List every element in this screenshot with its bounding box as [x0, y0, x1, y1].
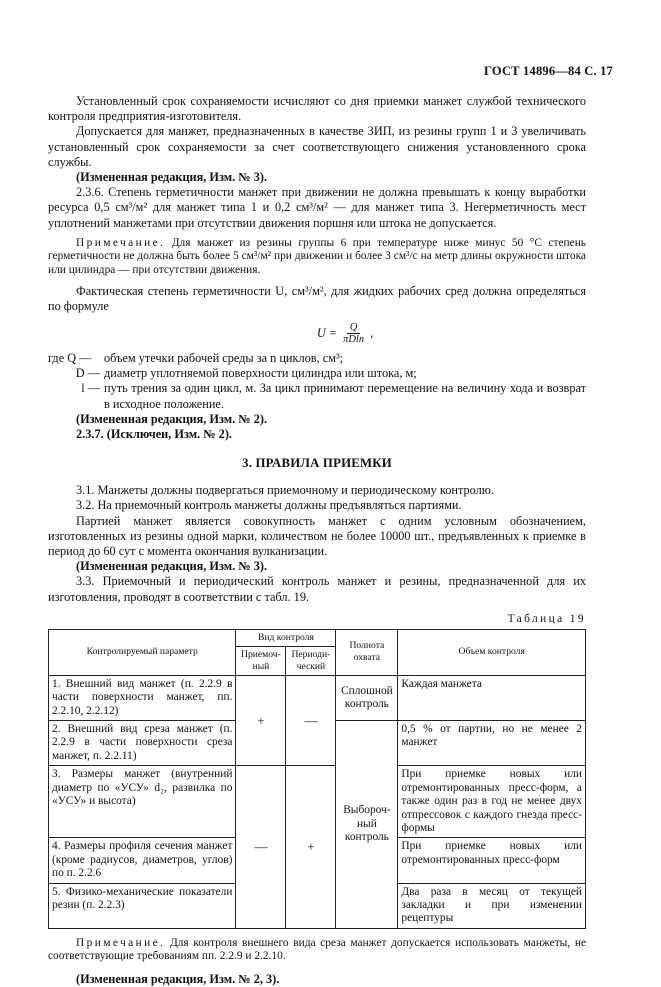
definition-q: [48, 351, 586, 366]
note-table: [48, 937, 586, 964]
header-period: Периоди-ческий: [286, 646, 336, 675]
row2-volume: 0,5 % от партии, но не менее 2 манжет: [398, 721, 586, 766]
table-row: [49, 675, 586, 720]
clause-3-3: 3.3. Приемочный и периодический контроль манжет и резины, предназначенной для их изготовления, проводят в соответствии с табл. 19.: [48, 574, 586, 604]
amendment-note-3b: (Измененная редакция, Изм. № 3).: [76, 559, 268, 574]
formula-tail: ,: [370, 326, 374, 341]
clause-2-3-7-text: 2.3.7. (Исключен, Изм. № 2).: [76, 427, 233, 442]
page-header: ГОСТ 14896—84 С. 17: [484, 64, 613, 78]
clause-3-1: 3.1. Манжеты должны подвергаться приемочному и периодическому контролю.: [76, 483, 495, 498]
clause-2-3-6: 2.3.6. Степень герметичности манжет при движении не должна превышать к концу выработки ресурса 0,5 см³/м² для манжет типа 1 и 0,2 см³/м² — для манжет типа 3. Негерметичность мест уплотнений манжетами при отсутствии движения поршня или штока не допускается.: [48, 185, 586, 230]
group1-accept: +: [236, 675, 286, 765]
header-volume: Объем контроля: [398, 629, 586, 675]
clause-3-2: 3.2. На приемочный контроль манжеты должны предъявляться партиями.: [76, 498, 462, 513]
paragraph-shelf-life-start: Установленный срок сохраняемости исчисляют со дня приемки манжет службой технического контроля предприятия-изготовителя.: [48, 94, 586, 124]
definition-l-text: путь трения за один цикл, м. За цикл принимают перемещение на величину хода и возврат в исходное положение.: [104, 381, 586, 411]
row5-param: 5. Физико-механические показатели резин (п. 2.2.3): [49, 883, 236, 928]
row1-full: Сплошной контроль: [336, 675, 398, 720]
paragraph-batch-definition: Партией манжет является совокупность манжет с одним условным обозначением, изготовленных из резины одной марки, количеством не более 10000 шт., предъявленных к приемке в период до 60 сут с момента окончания вулканизации.: [48, 513, 586, 559]
header-accept: Приемоч-ный: [236, 646, 286, 675]
table-row: [49, 766, 586, 838]
row1-param: 1. Внешний вид манжет (п. 2.2.9 в части поверхности манжет, пп. 2.2.10, 2.2.12): [49, 675, 236, 720]
header-kind: Вид контроля: [236, 629, 336, 646]
row2-full: Выбороч-ный контроль: [336, 721, 398, 929]
definition-d-key: D —: [75, 366, 100, 381]
definition-l-key: l —: [81, 381, 100, 396]
header-param: Контролируемый параметр: [49, 629, 236, 675]
header-full: Полнота охвата: [336, 629, 398, 675]
table-19: [48, 629, 586, 929]
note-text: Для манжет из резины группы 6 при температуре ниже минус 50 °С степень герметичности не должна быть более 5 см³/м² при движении и более 3 см³/с на метр длины окружности штока или цилиндра — при отсутствии движения.: [48, 236, 586, 277]
row1-volume: Каждая манжета: [398, 675, 586, 720]
table-caption: Таблица 19: [507, 612, 586, 625]
row3-volume: При приемке новых или отремонтированных пресс-форм, а также один раз в год не менее двух отпрессовок с каждого гнезда пресс-формы: [398, 766, 586, 838]
formula-fraction: [340, 322, 367, 345]
row3-param: 3. Размеры манжет (внутренний диаметр по «УСУ» d₂, развилка по «УСУ» и высота): [49, 766, 236, 838]
paragraph-actual-tightness: Фактическая степень герметичности U, см³/м², для жидких рабочих сред должна определяться по формуле: [48, 283, 586, 313]
group1-period: —: [286, 675, 336, 765]
formula-lhs: U =: [316, 326, 338, 341]
definition-q-key: где Q —: [48, 351, 92, 366]
page-content: [48, 94, 586, 987]
row4-param: 4. Размеры профиля сечения манжет (кроме радиусов, диаметров, углов) по п. 2.2.6: [49, 838, 236, 883]
group2-accept: —: [236, 766, 286, 928]
group2-period: +: [286, 766, 336, 928]
formula-numerator: Q: [347, 322, 361, 334]
amendment-note-2: (Измененная редакция, Изм. № 2).: [76, 411, 268, 426]
amendment-note-3: (Измененная редакция, Изм. № 3).: [76, 170, 268, 185]
formula-denominator: πDln: [343, 334, 365, 346]
amendment-note-2-3: (Измененная редакция, Изм. № 2, 3).: [76, 971, 280, 986]
section-title: 3. ПРАВИЛА ПРИЕМКИ: [242, 456, 392, 471]
definition-l: [48, 381, 586, 411]
row4-volume: При приемке новых или отремонтированных пресс-форм: [398, 838, 586, 883]
note-table-lead: Примечание.: [76, 936, 166, 949]
paragraph-spare-parts: Допускается для манжет, предназначенных в качестве ЗИП, из резины групп 1 и 3 увеличивать установленный срок сохраняемости за счет соответствующего снижения установленного срока службы.: [48, 124, 586, 169]
definition-d: [48, 366, 586, 381]
note-lead: Примечание.: [76, 236, 166, 249]
formula-u: [104, 322, 586, 345]
definition-q-text: объем утечки рабочей среды за n циклов, см³;: [104, 351, 344, 366]
row5-volume: Два раза в месяц от текущей закладки и при изменении рецептуры: [398, 883, 586, 928]
definition-d-text: диаметр уплотняемой поверхности цилиндра или штока, м;: [104, 366, 417, 381]
row2-param: 2. Внешний вид среза манжет (п. 2.2.9 в части поверхности среза манжет, п. 2.2.11): [49, 721, 236, 766]
note-table-text: Для контроля внешнего вида среза манжет допускается использовать манжеты, не соответствующие требованиям пп. 2.2.9 и 2.2.10.: [48, 936, 586, 963]
note-group-6: [48, 237, 586, 278]
clause-2-3-7: [48, 427, 586, 442]
